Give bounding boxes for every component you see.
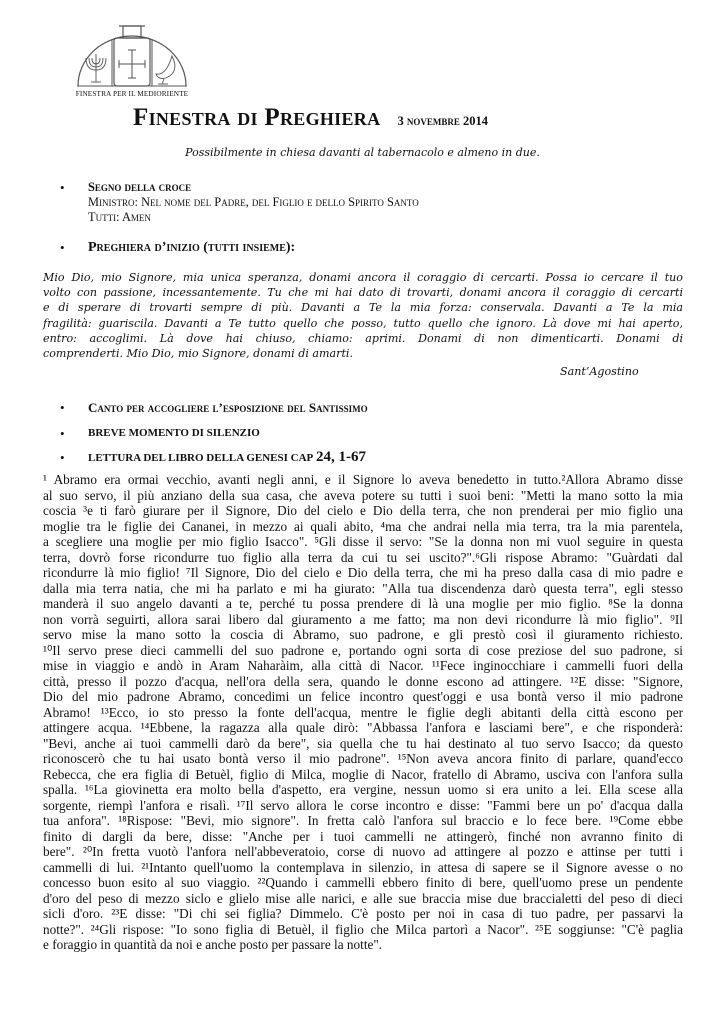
section-heading: Segno della croce [88,180,192,194]
ministro-label: Ministro: [88,195,138,209]
logo-caption: FINESTRA PER IL MEDIORIENTE [75,89,189,98]
reading-line: servo mise la mano sotto la coscia di Abramo, suo padrone, e gli prestò così il giuramento richiesto. [43,627,683,642]
scripture-reference: 24, 1-67 [316,449,367,465]
bullet-icon: • [60,450,65,465]
tutti-label: Tutti: [88,210,120,224]
reading-line: "Bevi, anche ai tuoi cammelli darò da bere", sia quella che tu hai destinato al tuo servo Isacco; da questo [43,735,683,751]
prayer-line: comprenderti. Mio Dio, mio Signore, donami di amarti. [43,347,354,361]
reading-line: ¹⁰Il servo prese dieci cammelli del suo padrone e, portando ogni sorta di cose preziose del suo padrone, si [43,642,683,658]
reading-line: e foraggio in quantità da noi e anche posto per passare la notte". [43,937,383,952]
header [133,104,488,132]
prayer-line: fragilità: guariscila. Davanti a Te tutto quello che posso, tutto quello che ignoro. Là dove mi hai aperto, [43,316,683,330]
bullet-icon: • [60,240,65,255]
menorah-icon [86,54,106,82]
reading-line: sicli d'oro. ²³E disse: "Di chi sei figlia? Dimmelo. C'è posto per noi in casa di tuo padre, per passarvi la [43,906,683,921]
page-date: 3 novembre 2014 [397,114,488,128]
reading-line: sorgente, riempì l'anfora e risalì. ¹⁷Il servo allora le corse incontro e disse: "Fammi bere un po' d'acqua dalla [43,797,683,813]
logo-emblem [74,24,190,90]
reading-line: dalla mia terra natia, che mi ha parlato e mi ha giurato: "Alla tua discendenza darò questa terra", egli stesso [43,580,683,596]
scripture-reading [43,472,683,953]
reading-line: attingere acqua. ¹⁴Ebbene, la ragazza alla quale dirò: "Abbassa l'anfora e lasciami bere", e che risponderà: [43,720,683,735]
section-heading: LETTURA DEL LIBRO DELLA GENESI CAP [88,452,314,464]
page-subtitle: Possibilmente in chiesa davanti al tabernacolo e almeno in due. [185,146,540,159]
reading-line: ricondurre là mio figlio! ⁷Il Signore, Dio del cielo e Dio della terra, che mi ha preso dalla casa di mio padre e [43,565,683,580]
bullet-icon: • [60,180,65,195]
reading-line: concesso buon esito al suo viaggio. ²²Quando i cammelli ebbero finito di bere, quell'uomo prese un pendente [43,875,683,890]
opening-prayer [43,270,683,361]
bullet-icon: • [60,400,65,415]
reading-line: a scegliere una moglie per mio figlio Isacco". ⁵Gli disse il servo: "Se la donna non mi vuol seguire in questa [43,534,683,549]
reading-line: tua anfora". ¹⁸Rispose: "Bevi, mio signore". In fretta calò l'anfora sul braccio e lo fece bere. ¹⁹Come ebbe [43,813,683,828]
reading-line: terra, dovrò forse ricondurre tuo figlio alla terra da cui tu sei uscito?".⁶Gli rispose Abramo: "Guàrdati dal [43,549,683,565]
prayer-line: entro: accoglimi. Là dove hai chiuso, chiamo: aprimi. Donami di non dimenticarti. Donami di [43,331,683,345]
reading-line: al suo servo, il più anziano della sua casa, che aveva potere su tutti i suoi beni: "Metti la mano sotto la mia [43,487,683,503]
reading-line: d'oro del peso di mezzo siclo e glielo mise alle narici, e alle sue braccia mise due braccialetti del peso di dieci [43,890,683,906]
prayer-author: Sant’Agostino [560,365,639,378]
reading-line: spalla. ¹⁶La giovinetta era molto bella d'aspetto, era vergine, nessun uomo si era unito a lei. Ella scese alla [43,782,683,797]
reading-line: riconoscerò che tu hai usato bontà verso il mio padrone". ¹⁵Non aveva ancora finito di parlare, quand'ecco [43,751,683,766]
reading-line: mise in viaggio e andò in Aram Naharàim, alla città di Nacor. ¹¹Fece inginocchiare i cammelli fuori della [43,658,683,673]
reading-line: Abramo! ¹³Ecco, io sto presso la fonte dell'acqua, mentre le figlie degli abitanti della città escono per [43,704,683,720]
reading-line: finito di dargli da bere, disse: "Anche per i tuoi cammelli ne attingerò, finché non avranno finito di [43,828,683,844]
reading-line: moglie tra le figlie dei Cananei, in mezzo ai quali abito, ⁴ma che andrai nella mia terra, tra la mia parentela, [43,518,683,534]
reading-line: coscia ³e ti farò giurare per il Signore, Dio del cielo e Dio della terra, che non prenderai per mio figlio una [43,503,683,518]
reading-line: cammelli di lui. ²¹Intanto quell'uomo la contemplava in silenzio, in attesa di sapere se il Signore avesse o no [43,859,683,875]
logo [62,24,202,108]
section-heading: Preghiera d’inizio (tutti insieme): [88,240,296,255]
section-heading: BREVE MOMENTO DI SILENZIO [88,427,260,439]
reading-line: città, presso il pozzo d'acqua, nell'ora della sera, quando le donne escono ad attingere. ¹²E disse: "Signore, [43,673,683,689]
prayer-line: volto con passione, incessantemente. Tu che mi hai dato di trovarti, donami ancora il coraggio di cercarti [43,286,683,300]
crescent-icon [156,56,175,84]
reading-line: Dio del mio padrone Abramo, concedimi un felice incontro quest'oggi e usa bontà verso il mio padrone [43,689,683,704]
ministro-text: Nel nome del Padre, del Figlio e dello Spirito Santo [141,195,419,209]
tutti-line [88,210,419,225]
reading-line: ¹ Abramo era ormai vecchio, avanti negli anni, e il Signore lo aveva benedetto in tutto.²Allora Abramo disse [43,472,683,487]
reading-line: non vorrà seguirti, allora sarai libero dal giuramento a me fatto; ma non devi ricondurre là mio figlio". ⁹Il [43,611,683,627]
section-heading: Canto per accogliere l’esposizione del Santissimo [88,400,368,415]
prayer-line: e di sperare di trovarti sempre di più. Davanti a Te la mia forza: conservala. Davanti a Te la mia [43,301,683,315]
page-title: Finestra di Preghiera [133,104,381,131]
cross-icon [119,50,145,78]
tutti-text: Amen [121,210,151,224]
reading-line: manderà il suo angelo davanti a te, perché tu possa prendere di là una moglie per mio figlio. ⁸Se la donna [43,596,683,611]
prayer-line: Mio Dio, mio Signore, mia unica speranza, donami ancora il coraggio di cercarti. Possa io cercare il tuo [43,271,683,284]
reading-line: notte?". ²⁴Gli rispose: "Io sono figlia di Betuèl, il figlio che Milca partorì a Nacor". ²⁵E soggiunse: "C'è paglia [43,921,683,937]
ministro-line [88,195,419,210]
reading-line: Rebecca, che era figlia di Betuèl, figlio di Milca, moglie di Nacor, fratello di Abramo, usciva con l'anfora sulla [43,766,683,782]
reading-line: bere". ²⁰In fretta vuotò l'anfora nell'abbeveratoio, corse di nuovo ad attingere al pozzo e attinse per tutti i [43,844,683,859]
bullet-icon: • [60,426,65,441]
